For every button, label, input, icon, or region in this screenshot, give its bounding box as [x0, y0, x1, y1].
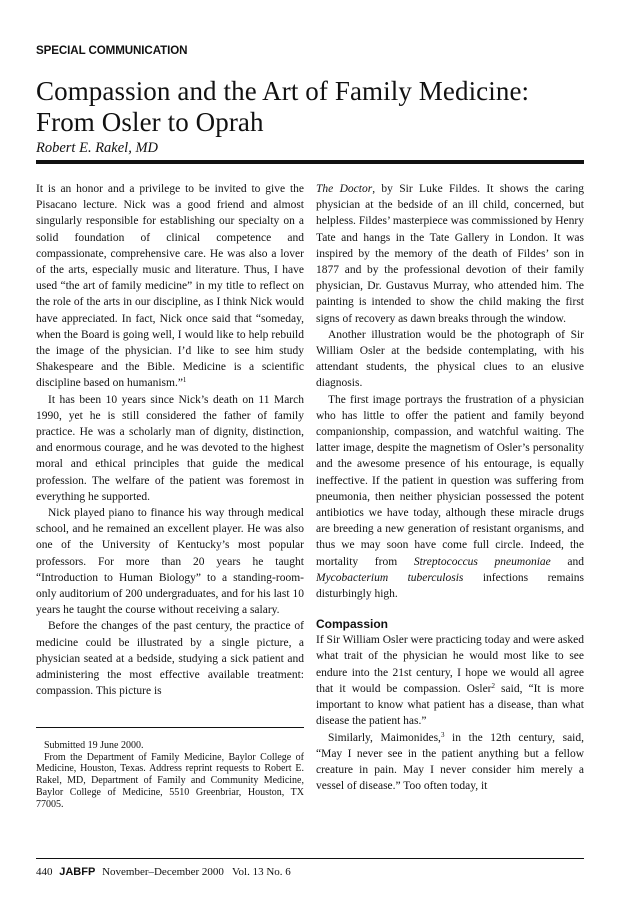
- right-column: [316, 181, 584, 794]
- section-label: SPECIAL COMMUNICATION: [36, 44, 188, 57]
- article-title: [36, 76, 596, 138]
- paragraph: It has been 10 years since Nick’s death on 11 March 1990, yet he is still considered the father of family practice. He was a scholarly man of dignity, distinction, and enormous courage, and he was devoted to the highest moral and ethical principles that guide the medical profession. The welfare of the patient was foremost in everything he supported.: [36, 393, 304, 503]
- paragraph: It is an honor and a privilege to be invited to give the Pisacano lecture. Nick was a good friend and almost singularly responsible for establishing our specialty on a solid foundation of clinical competence and compassionate, comprehensive care. He was also a lover of the arts, especially music and literature. Thus, I have used “the art of family medicine” in my title to reflect on the role of the arts in our discipline, as I think Nick would have appreciated. In fact, Nick once said that “someday, when the Board is going well, I would like to help rebuild the image of the physician. I’d like to see him study Shakespeare and the Bible. Medicine is a scientific discipline based on humanism.”$^1$: [36, 183, 304, 390]
- author-byline: Robert E. Rakel, MD: [36, 140, 159, 156]
- paragraph: The first image portrays the frustration of a physician who has little to offer the patient and family beyond companionship, compassion, and watchful waiting. The latter image, despite the magnetism of Osler’s personality and the awesome presence of his entourage, is equally ineffective. If the patient in question was suffering from pneumonia, then neither physician possessed the potent antibiotics we have today, although these miracle drugs are breeding a new generation of resistant organisms, and thus we may soon have come full circle. Indeed, the mortality from Streptococcus pneumoniae and Mycobacterium tuberculosis infections remains disturbingly high.: [316, 393, 584, 601]
- author-affiliation: From the Department of Family Medicine, Baylor College of Medicine, Houston, Texas. Address reprint requests to Robert E. Rakel, MD, Department of Family and Community Medicine, Baylor College of Medicine, 5510 Greenbriar, Houston, TX 77005.: [36, 751, 304, 810]
- issue-info: November–December 2000 Vol. 13 No. 6: [102, 866, 291, 878]
- painting-title: The Doctor: [316, 183, 373, 195]
- paragraph: Another illustration would be the photograph of Sir William Osler at the bedside contemplating, with his attendant students, the physical clues to an elusive diagnosis.: [316, 328, 584, 390]
- reference-marker: 2: [491, 681, 496, 690]
- journal-name: JABFP: [59, 866, 96, 878]
- footnote: [36, 740, 304, 810]
- reference-marker: 1: [182, 376, 187, 385]
- title-line-2: From Osler to Oprah: [36, 107, 264, 137]
- submission-date: Submitted 19 June 2000.: [44, 740, 144, 751]
- paragraph: Before the changes of the past century, the practice of medicine could be illustrated by a single picture, a physician seated at a bedside, studying a sick patient and administering the most effective available treatment: compassion. This picture is: [36, 620, 304, 698]
- header-rule: [36, 160, 584, 164]
- title-line-1: Compassion and the Art of Family Medicine:: [36, 76, 530, 106]
- paragraph: Nick played piano to finance his way through medical school, and he remained an excellent player. He was also one of the University of Kentucky’s most popular professors. For more than 20 years he taught “Introduction to Human Biology” to a standing-room-only auditorium of 200 undergraduates, and for his last 10 years he taught the course without receiving a salary.: [36, 507, 304, 617]
- paragraph: Similarly, Maimonides,$^3$ in the 12th century, said, “May I never see in the patient anything but a fellow creature in pain. May I never consider him merely a vessel of disease.” Too often today, it: [316, 730, 584, 793]
- species-name: Streptococcus pneumoniae: [413, 555, 551, 568]
- reference-marker: 3: [440, 730, 445, 739]
- species-name: Mycobacterium tuberculosis: [316, 571, 464, 584]
- footer-rule: [36, 858, 584, 859]
- section-heading: Compassion: [316, 617, 389, 632]
- page-footer: [36, 865, 291, 879]
- footnote-rule: [36, 727, 304, 728]
- left-column: [36, 181, 304, 700]
- paragraph: If Sir William Osler were practicing today and were asked what trait of the physician he would most like to see endure into the 21st century, I hope we would all agree that it would be compassion. Osler$^2$ said, “It is more important to know what patient has a disease, than what disease the patient has.”: [316, 634, 584, 728]
- paragraph: The Doctor, by Sir Luke Fildes. It shows the caring physician at the bedside of an ill child, concerned, but helpless. Fildes’ masterpiece was commissioned by Henry Tate and hangs in the Tate Gallery in London. It was inspired by the memory of the death of Fildes’ son in 1877 and by the professional devotion of their family physician, Dr. Gustavus Murray, who attended him. The painting is intended to show the child making the first signs of recovery as dawn breaks through the window.: [316, 183, 584, 325]
- page-number: 440: [36, 866, 53, 878]
